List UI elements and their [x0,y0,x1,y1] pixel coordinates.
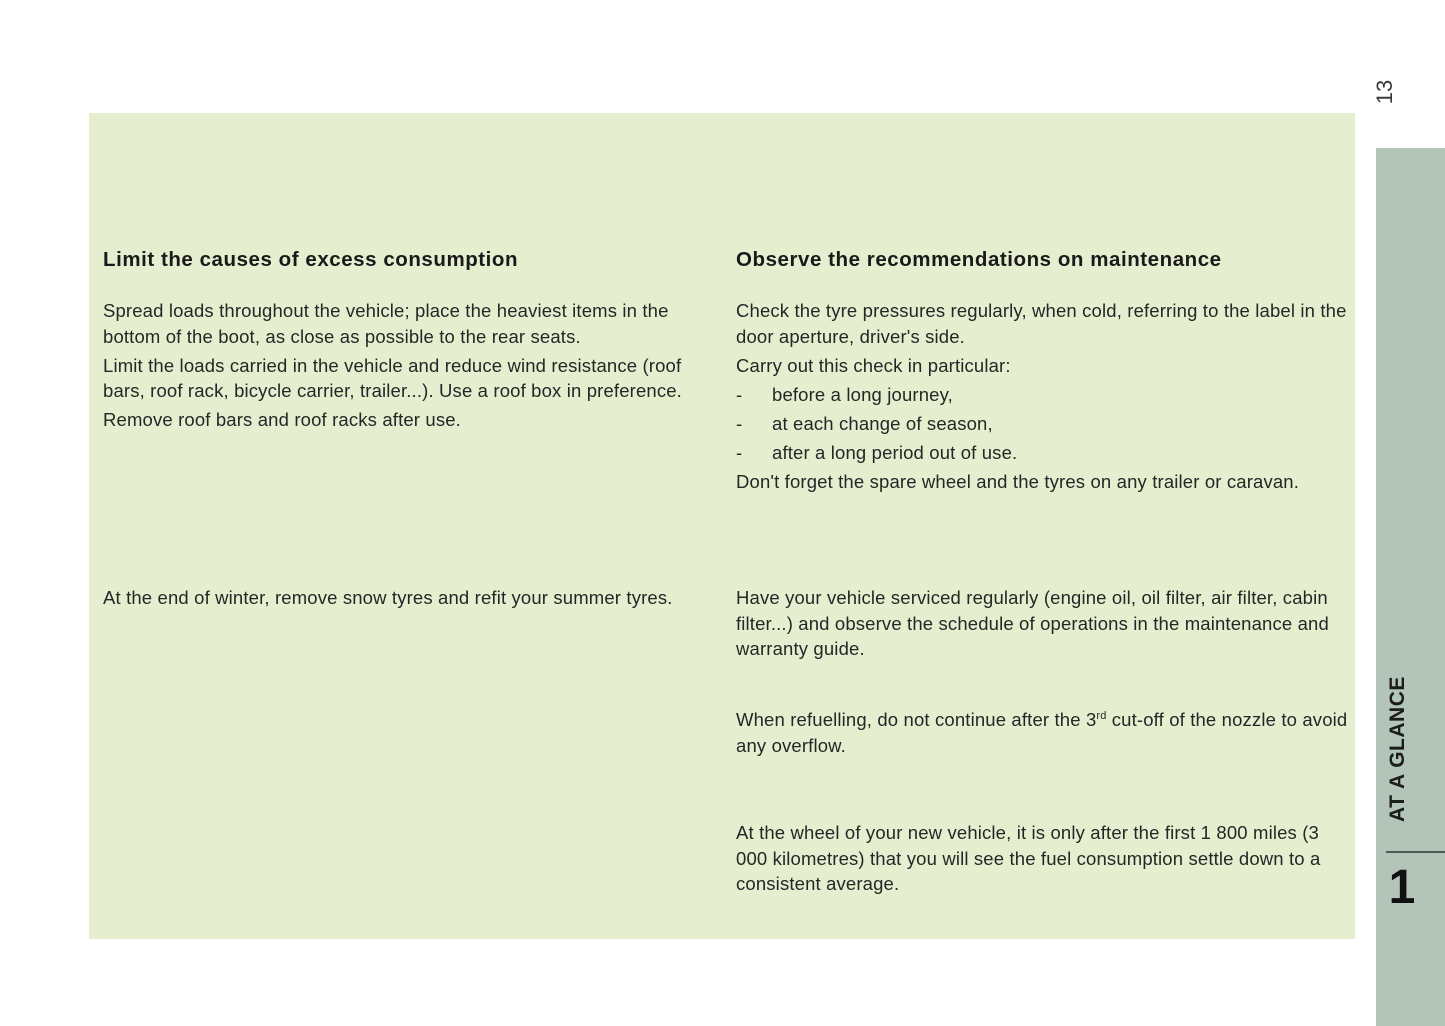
paragraph: Remove roof bars and roof racks after use. [103,409,461,430]
right-heading: Observe the recommendations on maintenance [736,248,1222,271]
paragraph: Don't forget the spare wheel and the tyres on any trailer or caravan. [736,470,1300,492]
paragraph: Limit the loads carried in the vehicle and reduce wind resistance (roof bars, roof rack, bicycle carrier, trailer...). Use a roof box in preference. [103,354,682,401]
list-item [736,440,1348,466]
refuel-text-end: cut-off of the nozzle to avoid any overflow. [736,709,1348,756]
list-dash: - [736,412,743,434]
list-item [736,411,1348,437]
content-panel [89,113,1355,939]
list-item [736,382,1348,408]
winter-tyres-block [103,585,703,614]
left-heading: Limit the causes of excess consumption [103,248,519,271]
page-number: 13 [1372,79,1397,105]
paragraph: Carry out this check in particular: [736,354,1011,376]
chapter-number: 1 [1388,861,1416,914]
list-item-text: before a long journey, [772,383,953,405]
chapter-divider [1386,851,1445,853]
paragraph [736,707,1348,758]
new-vehicle-block [736,820,1348,900]
refuel-text-start: When refuelling, do not continue after the 3 [736,709,1097,730]
refuelling-block [736,707,1348,762]
paragraph: Have your vehicle serviced regularly (engine oil, oil filter, air filter, cabin filter...) and observe the schedule of operations in the maintenance and warranty guide. [736,587,1329,659]
paragraph: Check the tyre pressures regularly, when cold, referring to the label in the door aperture, driver's side. [736,300,1347,347]
paragraph: Spread loads throughout the vehicle; place the heaviest items in the bottom of the boot, as close as possible to the rear seats. [103,300,669,347]
tyre-pressure-block [736,298,1348,498]
servicing-block [736,585,1348,665]
list-item-text: at each change of season, [772,412,993,434]
list-dash: - [736,383,743,405]
paragraph: At the wheel of your new vehicle, it is only after the first 1 800 miles (3 000 kilometres) that you will see the fuel consumption settle down to a consistent average. [736,822,1321,894]
list-dash: - [736,441,743,463]
list-item-text: after a long period out of use. [772,441,1018,463]
ordinal-suffix: rd [1096,710,1107,722]
load-advice-block [103,298,703,436]
chapter-title: AT A GLANCE [1386,676,1409,822]
paragraph: At the end of winter, remove snow tyres and refit your summer tyres. [103,587,673,608]
